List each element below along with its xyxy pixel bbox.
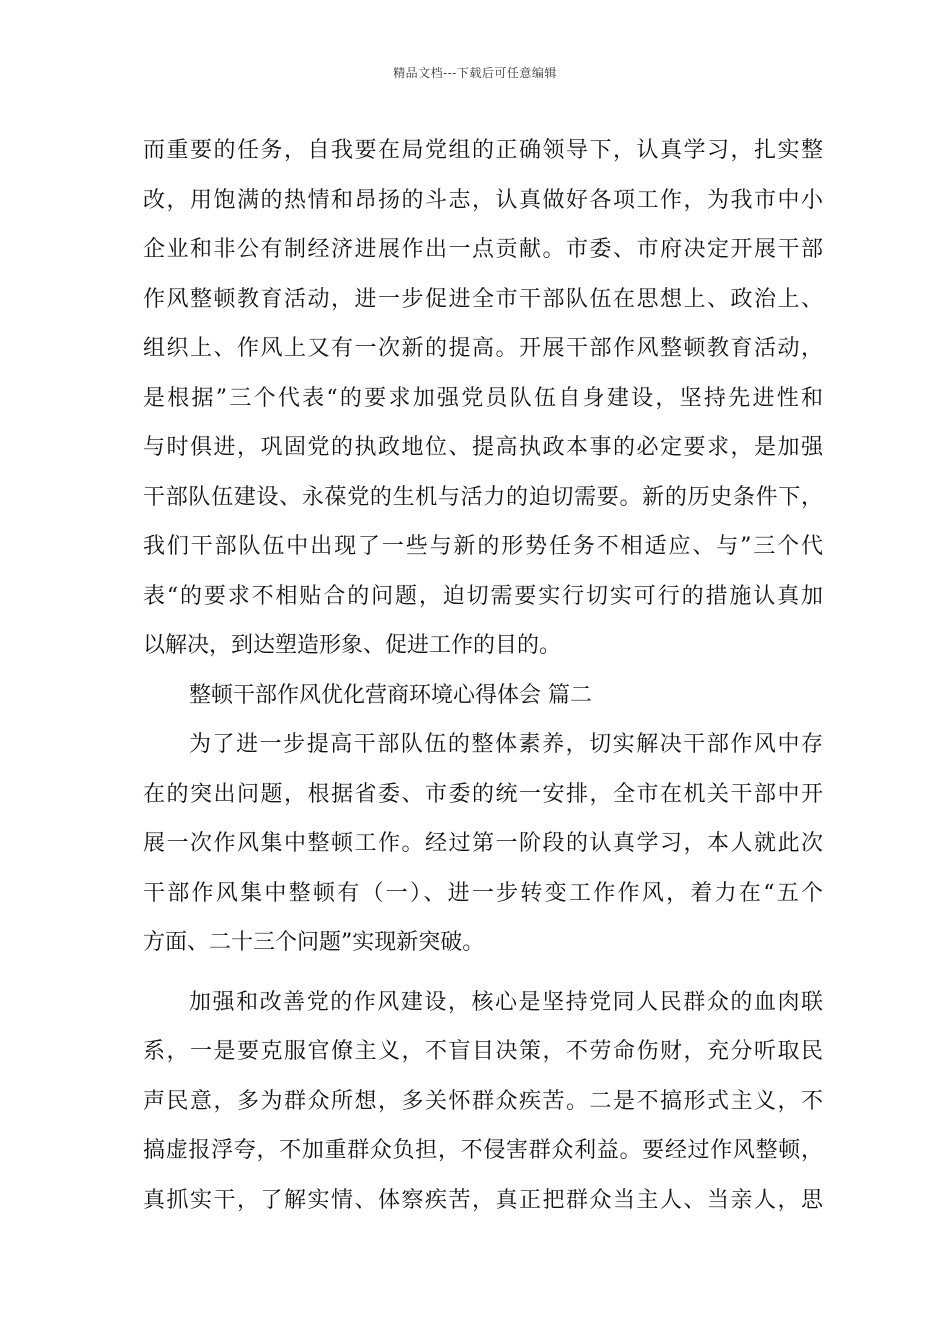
text-line: 为了进一步提高干部队伍的整体素养，切实解决干部作风中存	[189, 732, 823, 757]
paragraph-gap	[143, 968, 823, 978]
text-line: 改，用饱满的热情和昂扬的斗志，认真做好各项工作，为我市中小	[143, 187, 823, 213]
page-header-watermark: 精品文档---下载后可任意编辑	[393, 66, 557, 80]
text-line: 干部队伍建设、永葆党的生机与活力的迫切需要。新的历史条件下，	[143, 484, 823, 510]
document-body	[143, 126, 823, 1225]
text-line: 是根据”三个代表“的要求加强党员队伍自身建设，坚持先进性和	[143, 385, 823, 411]
text-line: 真抓实干，了解实情、体察疾苦，真正把群众当主人、当亲人，思	[143, 1187, 823, 1213]
text-line: 声民意，多为群众所想，多关怀群众疾苦。二是不搞形式主义，不	[143, 1088, 823, 1114]
text-line: 与时俱进，巩固党的执政地位、提高执政本事的必定要求，是加强	[143, 435, 823, 460]
text-line: 表“的要求不相贴合的问题，迫切需要实行切实可行的措施认真加	[143, 583, 823, 609]
text-line: 干部作风集中整顿有（一）、进一步转变工作作风，着力在“五个	[143, 880, 823, 906]
text-line: 加强和改善党的作风建设，核心是坚持党同人民群众的血肉联	[189, 989, 823, 1015]
text-line: 在的突出问题，根据省委、市委的统一安排，全市在机关干部中开	[143, 781, 823, 807]
text-line: 企业和非公有制经济进展作出一点贡献。市委、市府决定开展干部	[143, 237, 823, 262]
text-line: 以解决，到达塑造形象、促进工作的目的。	[143, 633, 562, 658]
text-line: 我们干部队伍中出现了一些与新的形势任务不相适应、与”三个代	[143, 534, 823, 559]
text-line: 系，一是要克服官僚主义，不盲目决策，不劳命伤财，充分听取民	[143, 1039, 823, 1064]
text-line: 展一次作风集中整顿工作。经过第一阶段的认真学习，本人就此次	[143, 831, 823, 856]
text-line: 整顿干部作风优化营商环境心得体会 篇二	[189, 682, 592, 708]
text-line: 作风整顿教育活动，进一步促进全市干部队伍在思想上、政治上、	[143, 286, 823, 312]
text-line: 方面、二十三个问题”实现新突破。	[143, 930, 485, 955]
text-line: 组织上、作风上又有一次新的提高。开展干部作风整顿教育活动，	[143, 336, 823, 361]
text-line: 而重要的任务，自我要在局党组的正确领导下，认真学习，扎实整	[143, 138, 823, 163]
text-line: 搞虚报浮夸，不加重群众负担，不侵害群众利益。要经过作风整顿，	[143, 1138, 823, 1163]
